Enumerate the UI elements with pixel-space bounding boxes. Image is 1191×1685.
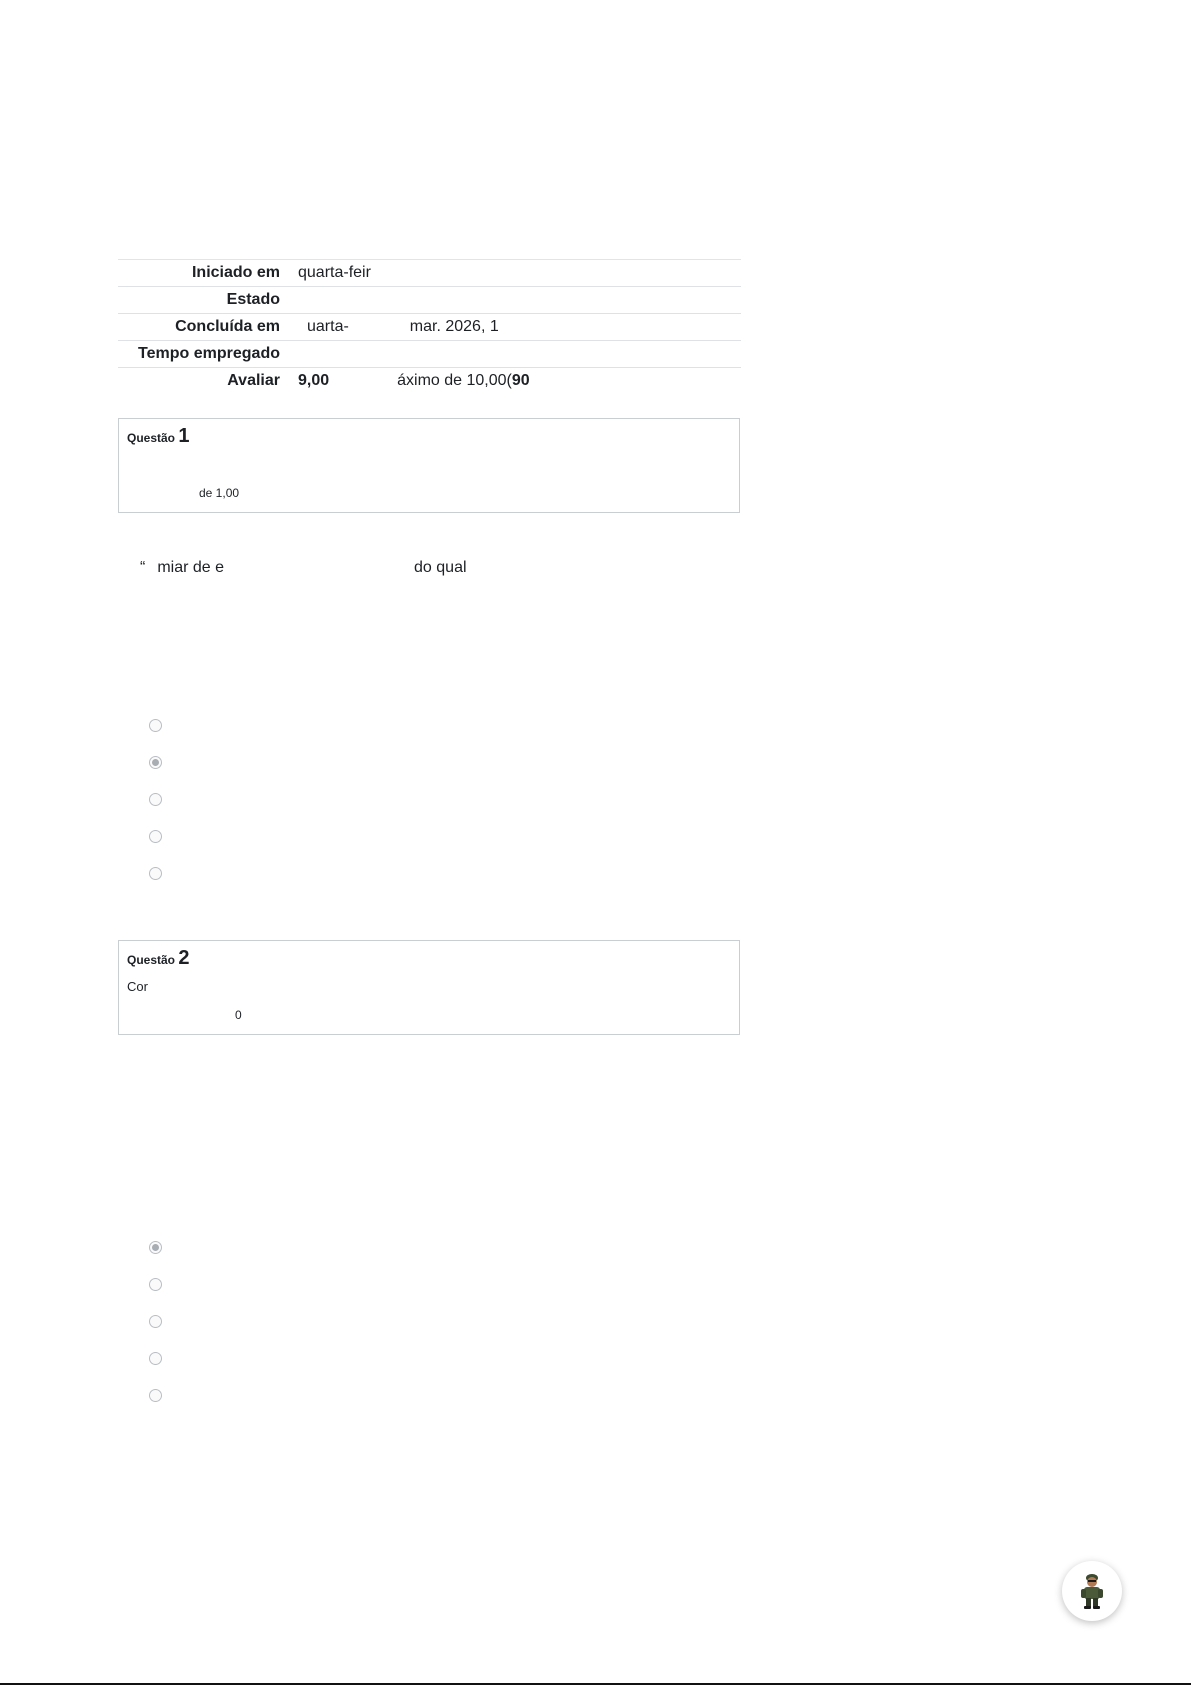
question-number-value: 2 (178, 947, 190, 969)
summary-row-time (118, 341, 741, 368)
summary-value-text: quarta-feir (298, 264, 371, 281)
summary-row-started (118, 260, 741, 287)
assistant-chat-button[interactable] (1062, 1561, 1122, 1621)
assistant-avatar-icon (1075, 1571, 1109, 1611)
summary-label: Tempo empregado (138, 345, 280, 362)
summary-value-text: uarta- (307, 318, 349, 335)
grade-value: 9,00 (298, 372, 330, 389)
answer-option-radio[interactable] (149, 1315, 162, 1328)
grade-percent: 90 (511, 372, 530, 389)
question-number (127, 947, 189, 970)
summary-value (288, 260, 741, 287)
summary-label: Avaliar (227, 372, 280, 389)
summary-row-grade (118, 368, 741, 395)
question-text-part: “ (140, 559, 146, 576)
attempt-summary-table (118, 259, 741, 394)
answer-option-radio[interactable] (149, 867, 162, 880)
answer-option-radio[interactable] (149, 793, 162, 806)
question-grade: de 1,00 (199, 486, 240, 500)
question-number (127, 425, 189, 448)
summary-label: Iniciado em (191, 264, 280, 281)
question-number-value: 1 (178, 425, 190, 447)
question-info-box (118, 418, 740, 513)
summary-row-state (118, 287, 741, 314)
question-prefix: Questão (127, 431, 176, 445)
grade-max-text: áximo de 10,00( (397, 372, 512, 389)
answer-option-radio-selected[interactable] (149, 756, 162, 769)
summary-value (288, 368, 741, 395)
answer-option-radio-selected[interactable] (149, 1241, 162, 1254)
summary-value (288, 287, 741, 314)
answer-option-radio[interactable] (149, 1278, 162, 1291)
question-text-part: miar de e (157, 559, 225, 576)
summary-label: Estado (226, 291, 280, 308)
question-state: Cor (127, 979, 148, 994)
question-prefix: Questão (127, 953, 176, 967)
summary-label: Concluída em (175, 318, 280, 335)
answer-option-radio[interactable] (149, 1389, 162, 1402)
question-text (140, 559, 467, 577)
answer-option-radio[interactable] (149, 719, 162, 732)
question-text-part: do qual (414, 559, 467, 576)
summary-value-text: mar. 2026, 1 (409, 318, 499, 335)
answer-option-radio[interactable] (149, 830, 162, 843)
summary-row-completed (118, 314, 741, 341)
question-grade: 0 (235, 1008, 242, 1022)
question-info-box (118, 940, 740, 1035)
answer-option-radio[interactable] (149, 1352, 162, 1365)
summary-value (288, 314, 741, 341)
summary-value (288, 341, 741, 368)
